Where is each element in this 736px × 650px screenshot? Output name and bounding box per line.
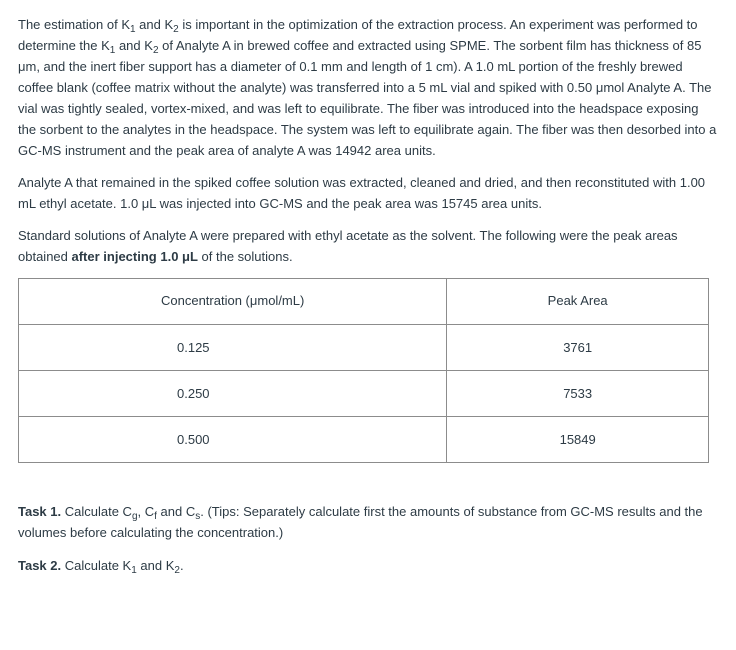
text-span: Calculate K [61, 558, 132, 573]
table-row [19, 371, 709, 417]
cell-concentration: 0.250 [19, 371, 447, 417]
cell-peak-area: 15849 [447, 417, 709, 463]
text-span: of the solutions. [197, 249, 293, 264]
table-row [19, 417, 709, 463]
text-span: . (Tips: Separately calculate first the amounts of substance from GC-MS results and the volumes before calculating the concentration.) [18, 504, 703, 540]
cell-concentration: 0.125 [19, 325, 447, 371]
subscript: g [131, 511, 138, 522]
subscript: s [195, 511, 201, 522]
text-span: The estimation of K [18, 17, 130, 32]
extraction-paragraph: Analyte A that remained in the spiked coffee solution was extracted, cleaned and dried, and then reconstituted with 1.00 mL ethyl acetate. 1.0 μL was injected into GC-MS and the peak area was 15745 area units. [18, 175, 706, 211]
header-peak-area: Peak Area [447, 279, 709, 325]
cell-peak-area: 3761 [447, 325, 709, 371]
text-span: is important in the optimization of the extraction process. An experiment was performed to determine the K [18, 17, 698, 53]
text-span: and K [135, 17, 174, 32]
problem-document [18, 14, 718, 576]
task-label: Task 1. [18, 504, 62, 519]
task-1 [18, 501, 718, 543]
tasks-section [18, 501, 718, 576]
text-span: and K [136, 558, 175, 573]
subscript: 2 [173, 24, 179, 35]
text-span: and K [115, 38, 153, 53]
text-span: , C [137, 504, 155, 519]
subscript: 2 [174, 565, 180, 576]
standards-table [18, 278, 709, 463]
text-span: and C [156, 504, 196, 519]
standards-paragraph [18, 225, 718, 267]
cell-concentration: 0.500 [19, 417, 447, 463]
task-label: Task 2. [18, 558, 62, 573]
subscript: 1 [109, 45, 116, 56]
table-row [19, 325, 709, 371]
subscript: f [154, 511, 157, 522]
subscript: 2 [152, 45, 159, 56]
subscript: 1 [131, 565, 137, 576]
bold-text: after injecting 1.0 μL [71, 249, 198, 264]
text-span: of Analyte A in brewed coffee and extracted using SPME. The sorbent film has thickness of 85 μm, and the inert fiber support has a diameter of 0.1 mm and length of 1 cm). A 1.0 mL portion of the freshly brewed coffee blank (coffee matrix without the analyte) was transferred into a 5 mL vial and spiked with 0.50 μmol Analyte A. The vial was tightly sealed, vortex-mixed, and was left to equilibrate. The fiber was introduced into the headspace exposing the sorbent to the analytes in the headspace. The system was left to equilibrate again. The fiber was then desorbed into a GC-MS instrument and the peak area of analyte A was 14942 area units. [18, 38, 717, 158]
task-2 [18, 555, 718, 576]
text-span: . [179, 558, 184, 573]
intro-paragraph [18, 14, 718, 161]
header-concentration: Concentration (μmol/mL) [19, 279, 447, 325]
cell-peak-area: 7533 [447, 371, 709, 417]
text-span: Standard solutions of Analyte A were prepared with ethyl acetate as the solvent. The following were the peak areas obtained [18, 228, 678, 264]
table-header-row [19, 279, 709, 325]
text-span: Calculate C [61, 504, 132, 519]
subscript: 1 [130, 24, 136, 35]
